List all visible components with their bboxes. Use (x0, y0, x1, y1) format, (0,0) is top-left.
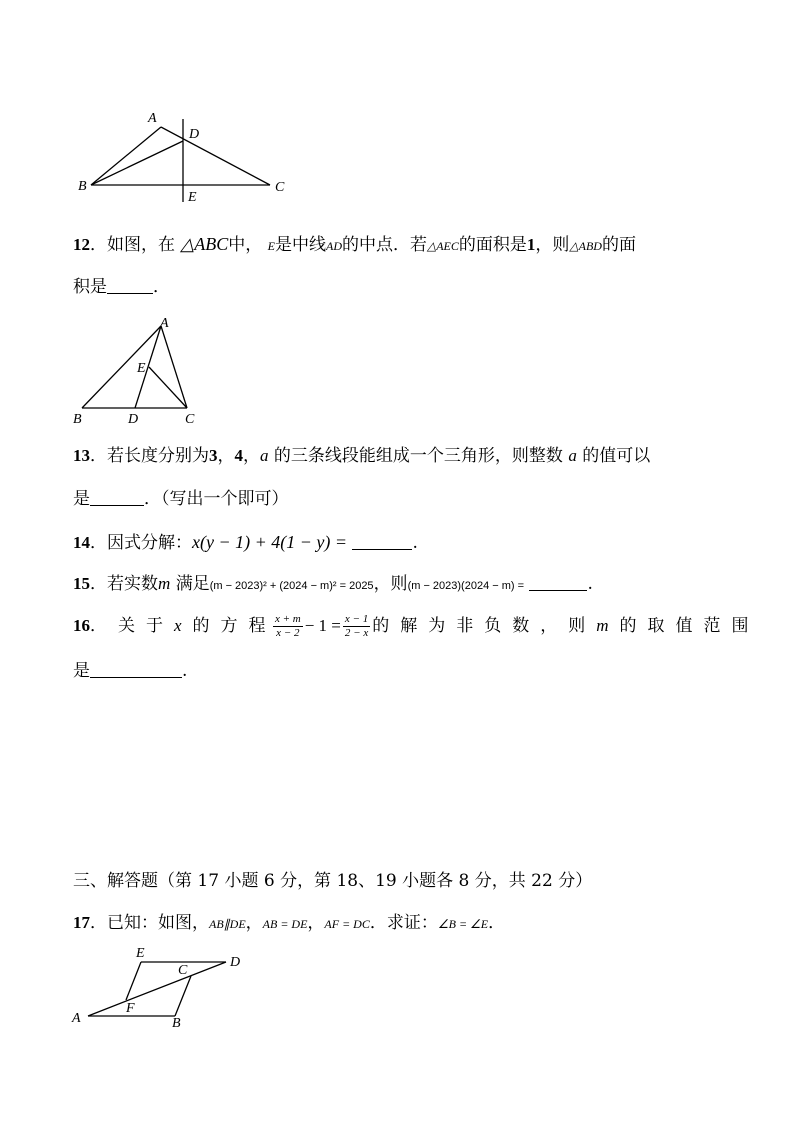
question-13-line1: 13．若长度分别为3，4，a 的三条线段能组成一个三角形，则整数 a 的值可以 (73, 446, 651, 466)
question-13-line2: 是 ．（写出一个即可） (73, 489, 289, 509)
expression: x(y − 1) + 4(1 − y) = (192, 532, 348, 552)
question-number: 12 (73, 235, 90, 254)
expression: (m − 2023)(2024 − m) = (407, 580, 525, 592)
figure-triangle-median (70, 312, 210, 428)
expression: (m − 2023)² + (2024 − m)² = 2025 (209, 580, 374, 592)
label-b: B (78, 179, 87, 194)
label-a: A (72, 1011, 81, 1026)
question-number: 13 (73, 446, 90, 465)
label-d: D (230, 955, 241, 970)
question-12-line2: 积是 ． (73, 277, 170, 297)
fraction: $\frac{x + m}{x - 2}$ (274, 613, 301, 639)
answer-blank[interactable] (352, 533, 412, 550)
answer-blank[interactable] (529, 574, 587, 591)
label-e: E (188, 190, 197, 205)
question-number: 16 (73, 616, 90, 635)
label-c: C (178, 963, 188, 978)
question-16-line1: 16． 关 于 x 的 方 程 $\frac{x + m}{x - 2}$ − 1 = $\frac{x - 1}{2 - x}$ 的 解 为 非 负 数 ， 则 m 的 取 值 范 围 (73, 613, 749, 639)
section-heading: 三、解答题（第 17 小题 6 分，第 18、19 小题各 8 分，共 22 分） (73, 871, 593, 891)
question-15: 15．若实数m 满足(m − 2023)² + (2024 − m)² = 2025，则(m − 2023)(2024 − m) = . (73, 574, 593, 594)
label-a: A (148, 111, 157, 126)
label-e: E (137, 361, 146, 376)
fraction: $\frac{x - 1}{2 - x}$ (344, 613, 369, 639)
question-16-line2: 是 . (73, 661, 188, 681)
label-b: B (73, 412, 82, 427)
label-c: C (275, 180, 285, 195)
answer-blank[interactable] (90, 661, 182, 678)
question-17: 17．已知：如图，AB∥DE，AB = DE，AF = DC．求证：∠B = ∠E． (73, 913, 506, 933)
label-b: B (172, 1016, 181, 1031)
label-a: A (160, 316, 169, 331)
figure-parallel-segments (68, 942, 253, 1032)
triangle-abc: △ABC (180, 234, 229, 254)
question-number: 15 (73, 574, 90, 593)
label-c: C (185, 412, 195, 427)
label-f: F (126, 1001, 135, 1016)
answer-blank[interactable] (107, 277, 153, 294)
question-number: 17 (73, 913, 90, 932)
figure-triangle-perpendicular (70, 105, 300, 210)
label-e: E (136, 946, 145, 961)
label-d: D (189, 127, 200, 142)
label-d: D (128, 412, 139, 427)
question-14: 14．因式分解：x(y − 1) + 4(1 − y) = . (73, 532, 418, 553)
answer-blank[interactable] (90, 489, 144, 506)
question-12-line1: 12．如图，在 △ABC中， E是中线AD的中点．若△AEC的面积是1，则△ABD的面 (73, 234, 636, 255)
question-number: 14 (73, 533, 90, 552)
